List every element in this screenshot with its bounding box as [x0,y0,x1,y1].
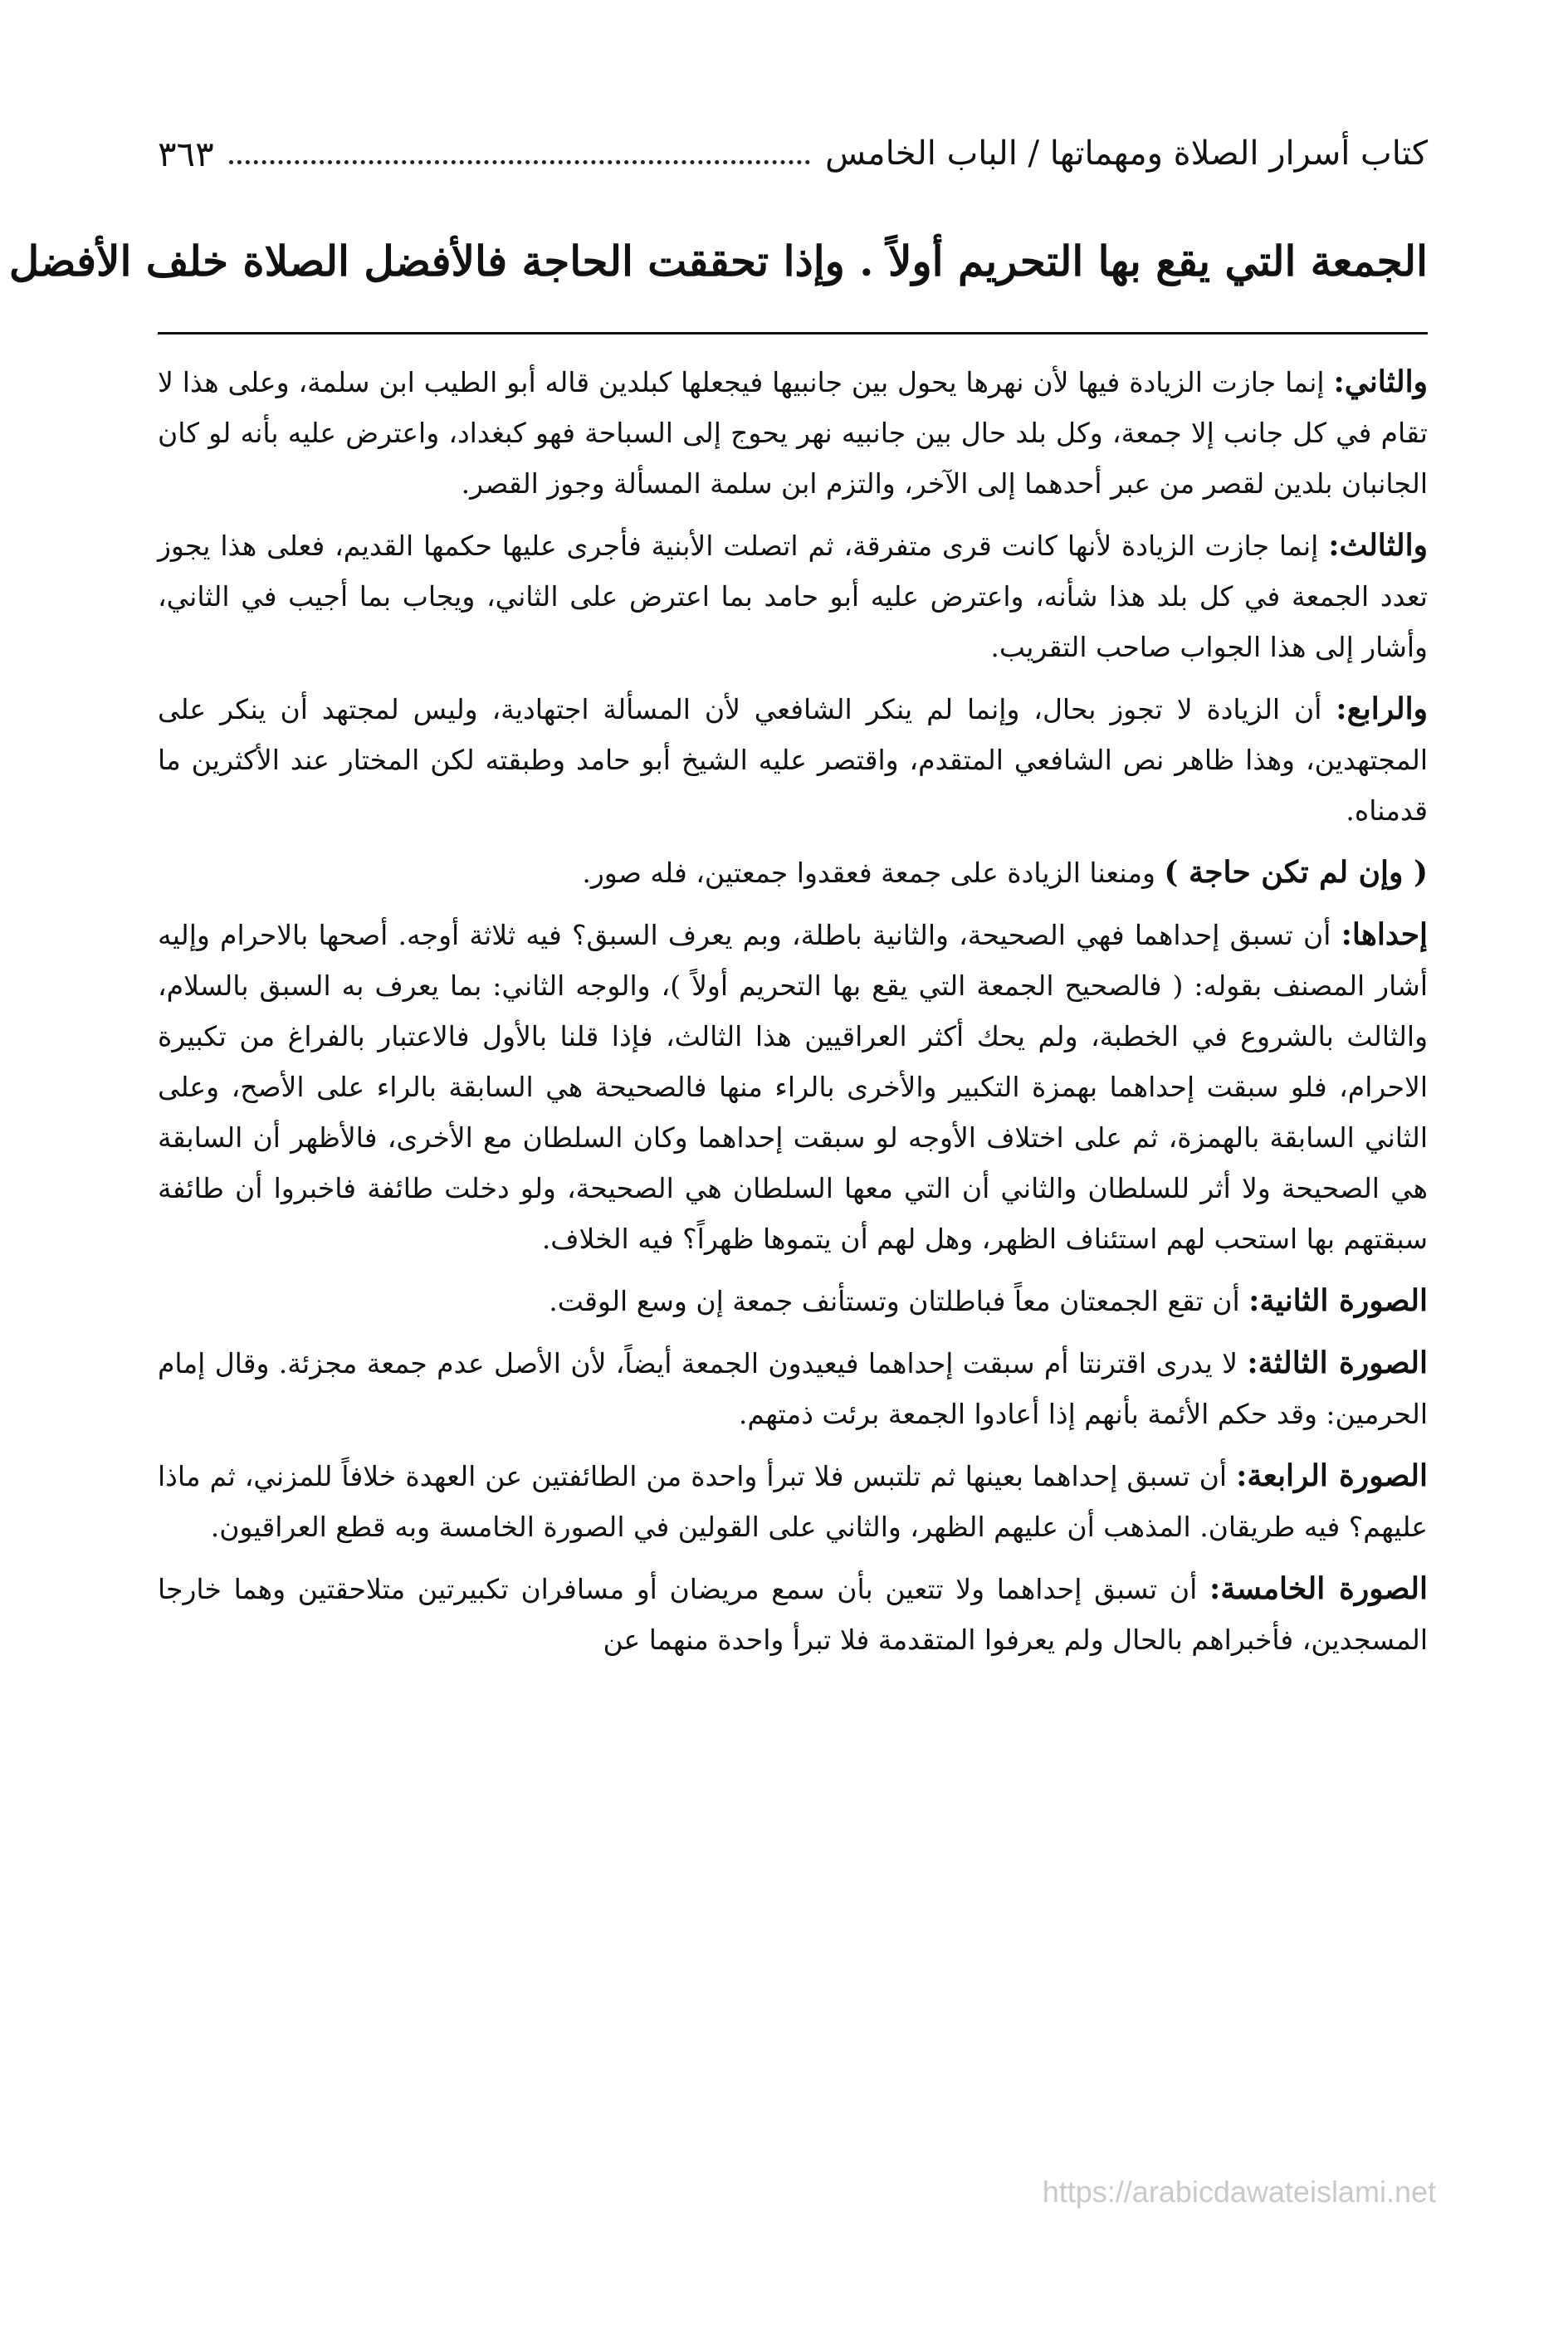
running-header [158,125,1428,183]
paragraph [158,1564,1428,1665]
paragraph [158,1451,1428,1552]
separator-rule [158,332,1428,335]
paragraph [158,1338,1428,1439]
paragraph-text: أن تسبق إحداهما فهي الصحيحة، والثانية باطلة، وبم يعرف السبق؟ فيه ثلاثة أوجه. أصحها بالاحرام وإليه أشار المصنف بقوله: ( فالصحيح الجمعة التي يقع بها التحريم أولاً )، والوجه الثاني: بما يعرف به السبق بالسلام، والثالث بالشروع في الخطبة، ولم يحك أكثر العراقيين هذا الثالث، فإذا قلنا بالأول فالاعتبار بالفراغ من تكبيرة الاحرام، فلو سبقت إحداهما بهمزة التكبير والأخرى بالراء منها فالصحيحة هي السابقة بالراء على الأصح، وعلى الثاني السابقة بالهمزة، ثم على اختلاف الأوجه لو سبقت إحداهما وكان السلطان مع الأخرى، فالأظهر أن السابقة هي الصحيحة ولا أثر للسلطان والثاني أن التي معها السلطان هي الصحيحة، ولو دخلت طائفة فاخبروا أن طائفة سبقتهم بها استحب لهم استئناف الظهر، وهل لهم أن يتموها ظهراً؟ فيه الخلاف. [158,919,1428,1255]
paragraph-lead: إحداها: [1341,917,1428,952]
paragraph-lead: الصورة الرابعة: [1236,1458,1428,1493]
paragraph [158,357,1428,509]
paragraph [158,910,1428,1264]
paragraph-lead: الصورة الثالثة: [1247,1345,1429,1380]
paragraph [158,520,1428,672]
paragraph [158,684,1428,836]
paragraph-lead: الصورة الثانية: [1248,1283,1428,1318]
paragraph-text: ومنعنا الزيادة على جمعة فعقدوا جمعتين، فله صور. [582,857,1165,889]
page-number: ٣٦٣ [158,133,214,174]
header-title: كتاب أسرار الصلاة ومهماتها / الباب الخامس [825,134,1428,173]
paragraph-text: أن تسبق إحداهما ولا تتعين بأن سمع مريضان أو مسافران تكبيرتين متلاحقتين وهما خارجا المسجدين، فأخبراهم بالحال ولم يعرفوا المتقدمة فلا تبرأ واحدة منهما عن [158,1573,1428,1656]
paragraph-text: إنما جازت الزيادة فيها لأن نهرها يحول بين جانبيها فيجعلها كبلدين قاله أبو الطيب ابن سلمة، وعلى هذا لا تقام في كل جانب إلا جمعة، وكل بلد حال بين جانبيه نهر يحوج إلى السباحة فهو كبغداد، واعترض عليه بأنه لو كان الجانبان بلدين لقصر من عبر أحدهما إلى الآخر، والتزم ابن سلمة المسألة وجوز القصر. [158,366,1428,500]
header-leader-dots [229,160,810,164]
watermark-url: https://arabicdawateislami.net [1042,2175,1436,2209]
paragraph-text: أن الزيادة لا تجوز بحال، وإنما لم ينكر الشافعي لأن المسألة اجتهادية، وليس لمجتهد أن ينكر على المجتهدين، وهذا ظاهر نص الشافعي المتقدم، واقتصر عليه الشيخ أبو حامد وطبقته لكن المختار عند الأكثرين ما قدمناه. [158,693,1428,827]
paragraph-lead: والثالث: [1328,528,1428,563]
paragraph-lead: والثاني: [1333,364,1428,399]
matn-text: الجمعة التي يقع بها التحريم أولاً . وإذا تحققت الحاجة فالأفضل الصلاة خلف الأفضل [8,237,1428,286]
paragraph-text: لا يدرى اقترنتا أم سبقت إحداهما فيعيدون الجمعة أيضاً، لأن الأصل عدم جمعة مجزئة. وقال إمام الحرمين: وقد حكم الأئمة بأنهم إذا أعادوا الجمعة برئت ذمتهم. [158,1347,1428,1430]
commentary-body [158,357,1428,2166]
paragraph-lead: والرابع: [1336,691,1428,726]
paragraph-text: أن تقع الجمعتان معاً فباطلتان وتستأنف جمعة إن وسع الوقت. [549,1285,1249,1317]
paragraph [158,847,1428,898]
paragraph [158,1276,1428,1326]
paragraph-text: إنما جازت الزيادة لأنها كانت قرى متفرقة، ثم اتصلت الأبنية فأجرى عليها حكمها القديم، فعلى هذا يجوز تعدد الجمعة في كل بلد هذا شأنه، واعترض عليه أبو حامد بما اعترض على الثاني، ويجاب بما أجيب في الثاني، وأشار إلى هذا الجواب صاحب التقريب. [158,530,1428,663]
paragraph-lead: الصورة الخامسة: [1209,1571,1428,1606]
paragraph-lead: ( وإن لم تكن حاجة ) [1164,855,1428,890]
paragraph-text: أن تسبق إحداهما بعينها ثم تلتبس فلا تبرأ واحدة من الطائفتين عن العهدة خلافاً للمزني، ثم ماذا عليهم؟ فيه طريقان. المذهب أن عليهم الظهر، والثاني على القولين في الصورة الخامسة وبه قطع العراقيون. [158,1460,1428,1543]
